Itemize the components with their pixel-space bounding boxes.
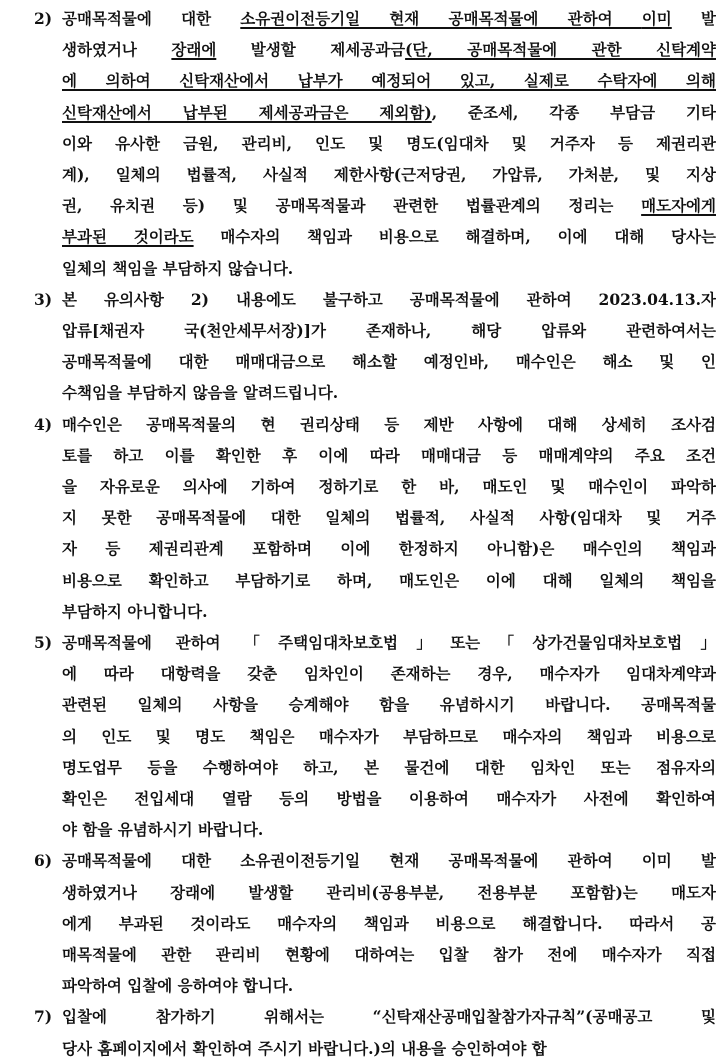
paragraph-line (62, 909, 716, 939)
text-run: 매수자의 책임과 비용으로 해결하며, 이에 대해 당사는 (193, 227, 716, 247)
paragraph-line (62, 66, 716, 96)
text-run: 에 따라 대항력을 갖춘 임차인이 존재하는 경우, 매수자가 임대차계약과 (62, 664, 716, 684)
text-run: 지 못한 공매목적물에 대한 일체의 법률적, 사실적 사항(임대차 및 거주 (62, 508, 716, 528)
paragraph-line (62, 316, 716, 346)
text-run: 생하였거나 장래에 발생할 관리비(공용부분, 전용부분 포함함)는 매도자 (62, 882, 716, 902)
paragraph-line (62, 254, 716, 284)
paragraph-line (62, 628, 716, 658)
paragraph-line (62, 940, 716, 970)
underlined-text: 매도자에게 (641, 196, 716, 216)
text-run: 입찰에 참가하기 위해서는 “신탁재산공매입찰참가자규칙”(공매공고 및 (62, 1007, 716, 1027)
text-run: 매목적물에 관한 관리비 현황에 대하여는 입찰 참가 전에 매수자가 직접 (62, 945, 716, 964)
paragraph-line (62, 191, 716, 221)
text-run: 발 (671, 9, 716, 28)
text-run: 명도업무 등을 수행하여야 하고, 본 물건에 대한 임차인 또는 점유자의 (62, 757, 716, 777)
paragraph-line (62, 753, 716, 783)
underlined-text: 신탁재산에서 납부된 제세공과금은 제외함) (62, 102, 432, 122)
paragraph-line (62, 503, 716, 533)
paragraph-line (62, 129, 716, 159)
paragraph-line (62, 534, 716, 564)
text-run: 공매목적물에 대한 매매대금으로 해소할 예정인바, 매수인은 해소 및 인 (62, 352, 716, 372)
text-run: 발생할 제세공과금 (216, 40, 406, 60)
paragraph-line (62, 597, 716, 627)
text-run: 에게 부과된 것이라도 매수자의 책임과 비용으로 해결합니다. 따라서 공 (62, 913, 716, 933)
paragraph-line (62, 285, 716, 315)
text-run: 매수인은 공매목적물의 현 권리상태 등 제반 사항에 대해 상세히 조사검 (62, 414, 716, 434)
text-run: 토를 하고 이를 확인한 후 이에 따라 매매대금 등 매매계약의 주요 조건 (62, 445, 716, 465)
paragraph-line (62, 878, 716, 908)
item-number: 3) (34, 289, 53, 309)
text-run: 비용으로 확인하고 부담하기로 하며, 매도인은 이에 대해 일체의 책임을 (62, 570, 716, 590)
paragraph-line (62, 98, 716, 128)
text-run: 계), 일체의 법률적, 사실적 제한사항(근저당권, 가압류, 가처분, 및 지상 (62, 165, 716, 184)
text-run: 야 함을 유념하시기 바랍니다. (62, 820, 264, 840)
paragraph-line (62, 566, 716, 596)
item-number: 6) (34, 851, 53, 871)
text-run: 수책임을 부담하지 않음을 알려드립니다. (62, 383, 339, 403)
paragraph-line (62, 4, 716, 34)
text-run: 본 유의사항 2) 내용에도 불구하고 공매목적물에 관하여 2023.04.13.자 (62, 289, 716, 309)
text-run: 공매목적물에 대한 소유권이전등기일 현재 공매목적물에 관하여 이미 발 (62, 851, 716, 871)
paragraph-line (62, 690, 716, 720)
item-number: 7) (34, 1007, 53, 1027)
text-run: 압류[채권자 국(천안세무서장)]가 존재하나, 해당 압류와 관련하여서는 (62, 321, 716, 340)
underlined-text: 에 의하여 신탁재산에서 납부가 예정되어 있고, 실제로 수탁자에 의해 (62, 71, 716, 91)
underlined-text: 장래에 (171, 40, 217, 60)
underlined-text: 부과된 것이라도 (62, 227, 194, 247)
paragraph-line (62, 784, 716, 814)
text-run: 의 인도 및 명도 책임은 매수자가 부담하므로 매수자의 책임과 비용으로 (62, 726, 716, 746)
paragraph-line (62, 472, 716, 502)
text-run: 관련된 일체의 사항을 승계해야 함을 유념하시기 바랍니다. 공매목적물 (62, 695, 716, 715)
paragraph-line (62, 378, 716, 408)
paragraph-line (62, 1034, 716, 1064)
text-run: 확인은 전입세대 열람 등의 방법을 이용하여 매수자가 사전에 확인하여 (62, 789, 716, 808)
text-run: , 준조세, 각종 부담금 기타 (431, 102, 716, 122)
text-run: 일체의 책임을 부담하지 않습니다. (62, 258, 294, 278)
underlined-text: 소유권이전등기일 현재 공매목적물에 관하여 (240, 9, 642, 28)
paragraph-line (62, 441, 716, 471)
text-run: 이와 유사한 금원, 관리비, 인도 및 명도(임대차 및 거주자 등 제권리관 (62, 133, 716, 153)
text-run: 권, 유치권 등) 및 공매목적물과 관련한 법률관계의 정리는 (62, 196, 642, 216)
paragraph-line (62, 846, 716, 876)
text-run: 생하였거나 (62, 40, 172, 60)
paragraph-line (62, 410, 716, 440)
paragraph-line (62, 815, 716, 845)
item-number: 5) (34, 633, 53, 652)
paragraph-line (62, 347, 716, 377)
text-run: 파악하여 입찰에 응하여야 합니다. (62, 976, 294, 996)
text-run: 당사 홈페이지에서 확인하여 주시기 바랍니다.)의 내용을 승인하여야 합 (62, 1038, 547, 1058)
paragraph-line (62, 1002, 716, 1032)
item-number: 4) (34, 414, 53, 434)
paragraph-line (62, 222, 716, 252)
paragraph-line (62, 160, 716, 190)
item-number: 2) (34, 9, 53, 28)
paragraph-line (62, 722, 716, 752)
paragraph-line (62, 971, 716, 1001)
paragraph-line (62, 659, 716, 689)
underlined-text: 이미 (641, 9, 672, 28)
text-run: 자 등 제권리관계 포함하며 이에 한정하지 아니함)은 매수인의 책임과 (62, 539, 716, 559)
paragraph-line (62, 35, 716, 65)
text-run: 공매목적물에 대한 (62, 9, 241, 28)
text-run: 을 자유로운 의사에 기하여 정하기로 한 바, 매도인 및 매수인이 파악하 (62, 477, 716, 496)
underlined-text: (단, 공매목적물에 관한 신탁계약 (405, 40, 716, 60)
text-run: 부담하지 아니합니다. (62, 601, 208, 621)
text-run: 공매목적물에 관하여 「주택임대차보호법」또는「상가건물임대차보호법」 (62, 633, 716, 652)
